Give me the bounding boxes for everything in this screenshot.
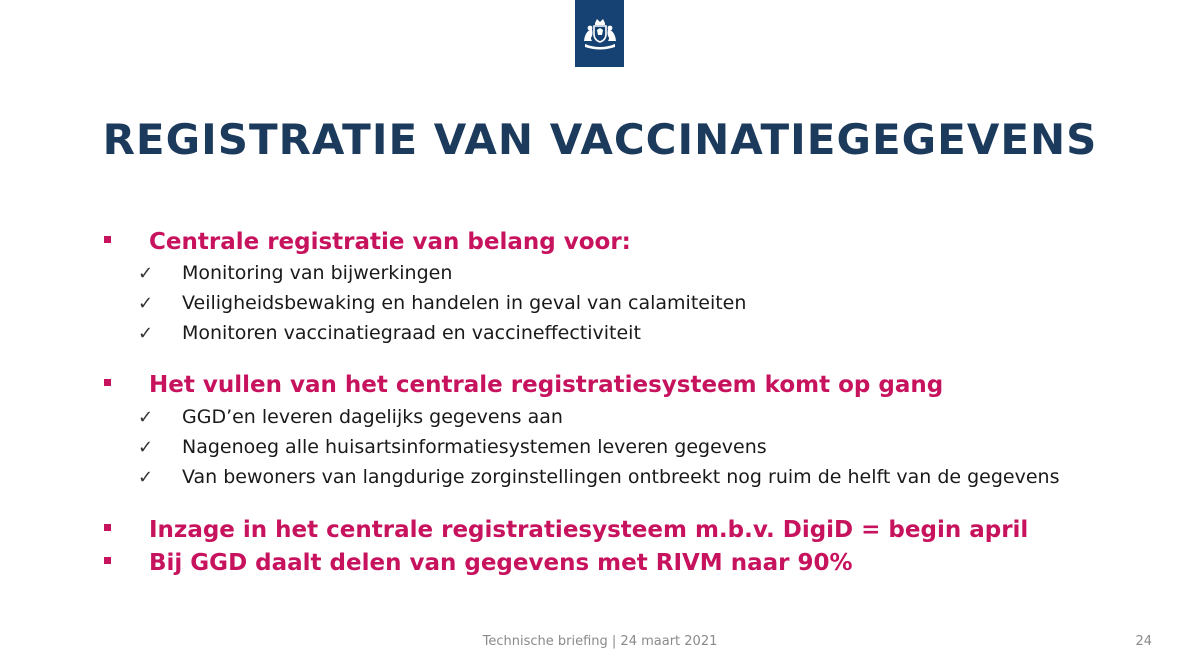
page-title: REGISTRATIE VAN VACCINATIEGEGEVENS <box>102 115 1098 164</box>
checkmark-icon: ✓ <box>138 323 154 344</box>
bullet-text: Het vullen van het centrale registratiesysteem komt op gang <box>149 372 944 398</box>
bullet-text: Inzage in het centrale registratiesysteem m.b.v. DigiD = begin april <box>149 517 1029 543</box>
square-bullet-icon <box>104 524 111 531</box>
bullet-ggd-sharing <box>104 548 853 578</box>
square-bullet-icon <box>104 379 111 386</box>
check-item-text: Veiligheidsbewaking en handelen in geval van calamiteiten <box>182 292 747 314</box>
bullet-text: Centrale registratie van belang voor: <box>149 229 631 255</box>
checkmark-icon: ✓ <box>138 293 154 314</box>
bullet-digid-access <box>104 515 1028 545</box>
square-bullet-icon <box>104 236 111 243</box>
bullet-central-registration <box>104 227 631 257</box>
check-item <box>138 464 1060 491</box>
check-item <box>138 320 641 347</box>
checkmark-icon: ✓ <box>138 437 154 458</box>
check-item <box>138 404 563 431</box>
check-item-text: GGD’en leveren dagelijks gegevens aan <box>182 406 563 428</box>
check-item-text: Monitoring van bijwerkingen <box>182 262 453 284</box>
square-bullet-icon <box>104 557 111 564</box>
checkmark-icon: ✓ <box>138 263 154 284</box>
check-item <box>138 260 452 287</box>
check-item-text: Nagenoeg alle huisartsinformatiesystemen leveren gegevens <box>182 436 767 458</box>
check-item-text: Monitoren vaccinatiegraad en vaccineffectiviteit <box>182 322 641 344</box>
bullet-text: Bij GGD daalt delen van gegevens met RIVM naar 90% <box>149 550 853 576</box>
page-number: 24 <box>1135 634 1152 649</box>
footer-text: Technische briefing | 24 maart 2021 <box>482 634 718 649</box>
checkmark-icon: ✓ <box>138 407 154 428</box>
checkmark-icon: ✓ <box>138 467 154 488</box>
check-item-text: Van bewoners van langdurige zorginstellingen ontbreekt nog ruim de helft van de gegevens <box>182 466 1060 488</box>
check-item <box>138 434 767 461</box>
check-item <box>138 290 746 317</box>
bullet-registration-filling <box>104 370 943 400</box>
